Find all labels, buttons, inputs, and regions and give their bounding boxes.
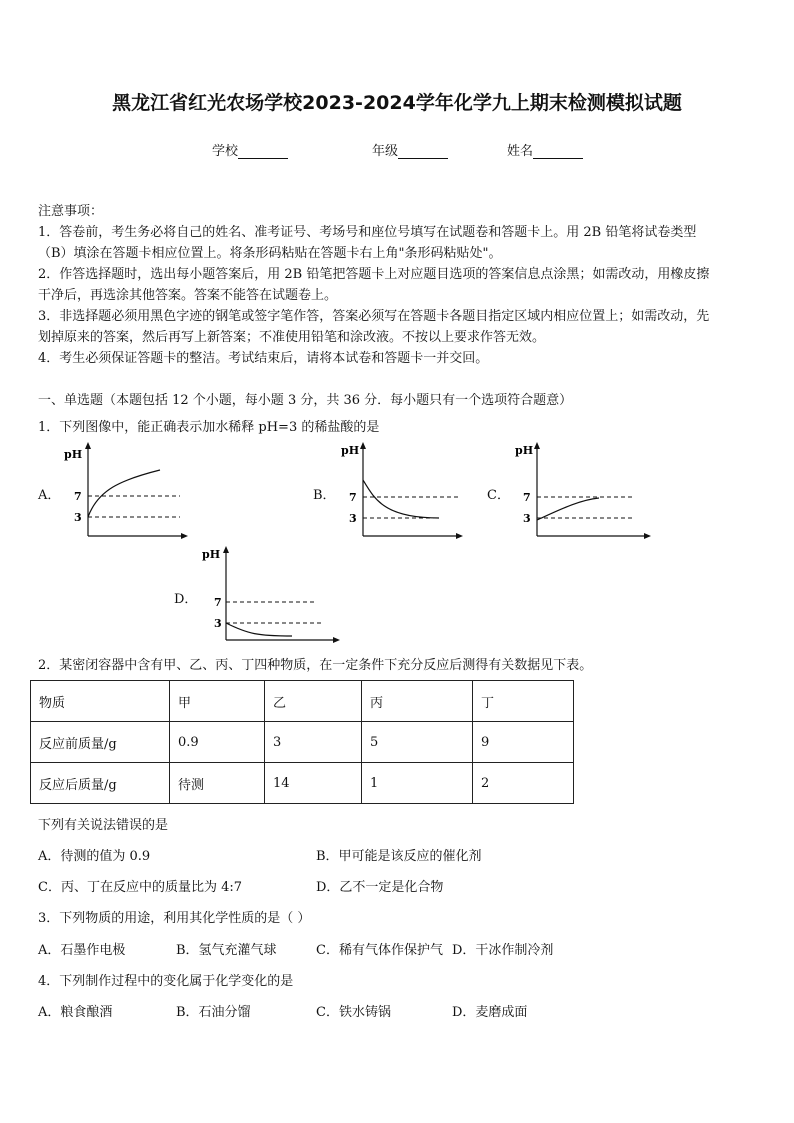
- q3-option-a[interactable]: A．石墨作电极: [38, 943, 126, 958]
- name-label: 姓名: [507, 144, 534, 159]
- tick-label-3: 3: [523, 512, 531, 525]
- tick-label-7: 7: [214, 596, 222, 609]
- table-cell: 乙: [265, 681, 362, 722]
- y-axis-label: pH: [341, 444, 360, 457]
- ph-curve: [363, 480, 439, 518]
- y-axis-label: pH: [64, 448, 83, 461]
- ph-curve: [226, 623, 292, 636]
- school-label: 学校: [212, 144, 239, 159]
- table-cell: 3: [265, 722, 362, 763]
- table-cell: 物质: [31, 681, 170, 722]
- q1-graph-a: [60, 440, 190, 540]
- tick-label-7: 7: [74, 490, 82, 503]
- notice-line: 3．非选择题必须用黑色字迹的钢笔或签字笔作答，答案必须写在答题卡各题目指定区域内相应位置上；如需改动，先: [38, 309, 710, 324]
- table-cell: 丙: [362, 681, 473, 722]
- ph-curve: [88, 470, 160, 517]
- q2-option-a[interactable]: A．待测的值为 0.9: [38, 849, 151, 864]
- name-blank[interactable]: [533, 146, 583, 159]
- y-axis-label: pH: [202, 548, 221, 561]
- q1-option-d-label[interactable]: D．: [174, 592, 198, 607]
- table-cell: 待测: [170, 763, 265, 804]
- tick-label-7: 7: [349, 491, 357, 504]
- table-cell: 9: [473, 722, 574, 763]
- q3-stem: 3．下列物质的用途，利用其化学性质的是（ ）: [38, 911, 311, 926]
- notice-line: 4．考生必须保证答题卡的整洁。考试结束后，请将本试卷和答题卡一并交回。: [38, 351, 489, 366]
- tick-label-3: 3: [74, 511, 82, 524]
- q4-option-d[interactable]: D．麦磨成面: [452, 1005, 528, 1020]
- q4-option-a[interactable]: A．粮食酿酒: [38, 1005, 113, 1020]
- q2-option-c[interactable]: C．丙、丁在反应中的质量比为 4:7: [38, 880, 243, 895]
- page-title: 黑龙江省红光农场学校2023-2024学年化学九上期末检测模拟试题: [112, 92, 682, 114]
- q1-graph-d: [198, 544, 343, 644]
- table-cell: 甲: [170, 681, 265, 722]
- mass-table: [30, 680, 574, 804]
- q4-option-b[interactable]: B．石油分馏: [176, 1005, 251, 1020]
- tick-label-7: 7: [523, 491, 531, 504]
- q1-option-a-label[interactable]: A．: [38, 488, 61, 503]
- notice-line: 2．作答选择题时，选出每小题答案后，用 2B 铅笔把答题卡上对应题目选项的答案信息点涂黑；如需改动，用橡皮擦: [38, 267, 710, 282]
- table-cell: 14: [265, 763, 362, 804]
- ph-curve: [537, 498, 599, 520]
- name-field[interactable]: [507, 140, 583, 159]
- grade-field[interactable]: [372, 140, 448, 159]
- tick-label-3: 3: [349, 512, 357, 525]
- table-cell: 1: [362, 763, 473, 804]
- notice-line: 1．答卷前，考生务必将自己的姓名、准考证号、考场号和座位号填写在试题卷和答题卡上。用 2B 铅笔将试卷类型: [38, 225, 697, 240]
- y-axis-label: pH: [515, 444, 534, 457]
- section-heading: 一、单选题（本题包括 12 个小题，每小题 3 分，共 36 分．每小题只有一个选项符合题意）: [38, 393, 573, 408]
- grade-label: 年级: [372, 144, 399, 159]
- notice-heading: 注意事项：: [38, 204, 104, 219]
- school-blank[interactable]: [238, 146, 288, 159]
- school-field[interactable]: [212, 140, 288, 159]
- q4-stem: 4．下列制作过程中的变化属于化学变化的是: [38, 974, 294, 989]
- q2-option-b[interactable]: B．甲可能是该反应的催化剂: [316, 849, 482, 864]
- table-cell: 反应前质量/g: [31, 722, 170, 763]
- table-header-row: [31, 681, 574, 722]
- q1-graph-c: [509, 440, 654, 540]
- q1-option-c-label[interactable]: C．: [487, 488, 510, 503]
- q1-stem: 1．下列图像中，能正确表示加水稀释 pH=3 的稀盐酸的是: [38, 420, 380, 435]
- q2-stem: 2．某密闭容器中含有甲、乙、丙、丁四种物质，在一定条件下充分反应后测得有关数据见下表。: [38, 658, 593, 673]
- q1-graph-b: [335, 440, 465, 540]
- tick-label-3: 3: [214, 617, 222, 630]
- notice-line: 干净后，再选涂其他答案。答案不能答在试题卷上。: [38, 288, 338, 303]
- q2-question: 下列有关说法错误的是: [38, 818, 169, 833]
- q4-option-c[interactable]: C．铁水铸锅: [316, 1005, 391, 1020]
- table-cell: 2: [473, 763, 574, 804]
- table-cell: 反应后质量/g: [31, 763, 170, 804]
- q1-option-b-label[interactable]: B．: [313, 488, 336, 503]
- table-cell: 丁: [473, 681, 574, 722]
- table-row: [31, 722, 574, 763]
- q3-option-b[interactable]: B．氢气充灌气球: [176, 943, 277, 958]
- table-cell: 0.9: [170, 722, 265, 763]
- table-cell: 5: [362, 722, 473, 763]
- notice-line: 划掉原来的答案，然后再写上新答案；不准使用铅笔和涂改液。不按以上要求作答无效。: [38, 330, 546, 345]
- notice-line: （B）填涂在答题卡相应位置上。将条形码粘贴在答题卡右上角"条形码粘贴处"。: [38, 246, 502, 261]
- q3-option-d[interactable]: D．干冰作制冷剂: [452, 943, 554, 958]
- q2-option-d[interactable]: D．乙不一定是化合物: [316, 880, 444, 895]
- table-row: [31, 763, 574, 804]
- q3-option-c[interactable]: C．稀有气体作保护气: [316, 943, 443, 958]
- grade-blank[interactable]: [398, 146, 448, 159]
